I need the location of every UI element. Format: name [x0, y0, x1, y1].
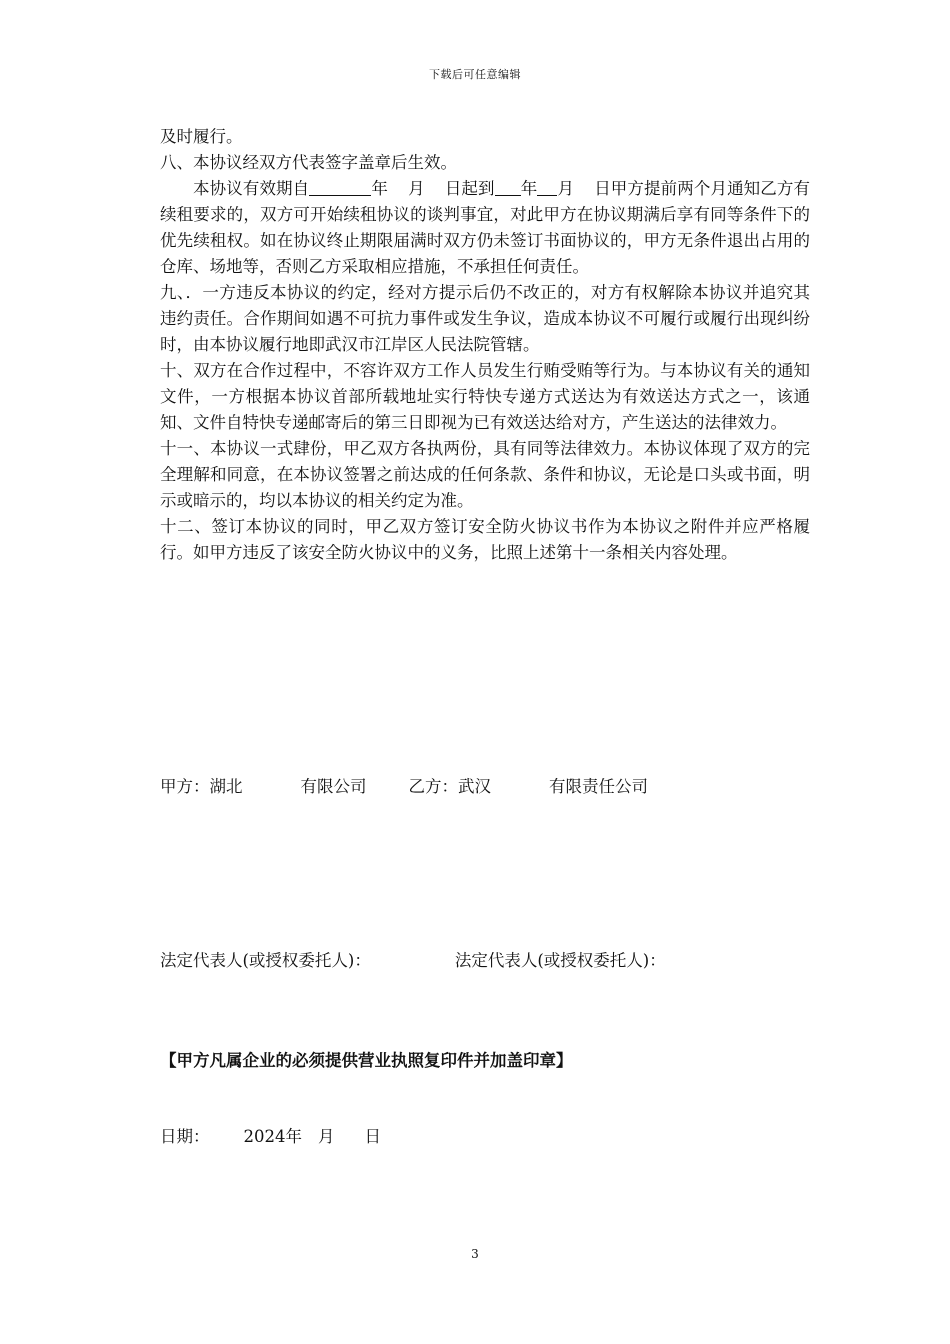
start-month-label: 月 [407, 179, 425, 198]
page-header: 下载后可任意编辑 [429, 68, 521, 81]
page-number: 3 [471, 1247, 479, 1261]
clause-8: 八、本协议经双方代表签字盖章后生效。 [160, 153, 457, 172]
rep-a-label: 法定代表人(或授权委托人)： [160, 951, 371, 970]
date-month: 月 [318, 1127, 335, 1146]
date-line [160, 1123, 381, 1147]
parties-line [160, 773, 648, 797]
validity-terms: 日甲方提前两个月通知乙方有续租要求的，双方可开始续租协议的谈判事宜，对此甲方在协议期满后享有同等条件下的优先续租权。如在协议终止期限届满时双方仍未签订书面协议的，甲方无条件退出占用的仓库、场地等，否则乙方采取相应措施，不承担任何责任。 [160, 179, 810, 276]
party-b-prefix: 乙方：武汉 [408, 777, 491, 796]
rep-b-label: 法定代表人(或授权委托人)： [454, 951, 666, 970]
end-month-blank [537, 177, 557, 196]
date-year: 2024年 [243, 1127, 302, 1146]
party-b-suffix: 有限责任公司 [549, 777, 648, 796]
signature-line [160, 947, 666, 971]
clause-continuation: 及时履行。 [160, 127, 243, 146]
date-day: 日 [364, 1127, 381, 1146]
validity-from-label: 本协议有效期自 [193, 179, 310, 198]
agreement-body [160, 124, 810, 566]
start-year-blank [309, 177, 371, 196]
clause-10: 十、双方在合作过程中，不容许双方工作人员发生行贿受贿等行为。与本协议有关的通知文件，一方根据本协议首部所载地址实行特快专递方式送达为有效送达方式之一，该通知、文件自特快专递邮寄后的第三日即视为已有效送达给对方，产生送达的法律效力。 [160, 361, 810, 432]
start-year-label: 年 [371, 179, 388, 198]
date-label: 日期： [160, 1127, 210, 1146]
clause-11: 十一、本协议一式肆份，甲乙双方各执两份，具有同等法律效力。本协议体现了双方的完全理解和同意，在本协议签署之前达成的任何条款、条件和协议，无论是口头或书面，明示或暗示的，均以本协议的相关约定为准。 [160, 439, 810, 510]
clause-validity-period [160, 176, 810, 280]
start-day-label: 日起到 [444, 179, 495, 198]
clause-9: 九、．一方违反本协议的约定，经对方提示后仍不改正的，对方有权解除本协议并追究其违约责任。合作期间如遇不可抗力事件或发生争议，造成本协议不可履行或履行出现纠纷时，由本协议履行地即武汉市江岸区人民法院管辖。 [160, 283, 810, 354]
end-year-blank [495, 177, 521, 196]
end-month-label: 月 [557, 179, 575, 198]
party-a-prefix: 甲方：湖北 [160, 777, 243, 796]
end-year-label: 年 [520, 179, 538, 198]
party-a-suffix: 有限公司 [300, 777, 367, 796]
clause-12: 十二、签订本协议的同时，甲乙双方签订安全防火协议书作为本协议之附件并应严格履行。如甲方违反了该安全防火协议中的义务，比照上述第十一条相关内容处理。 [160, 517, 810, 562]
business-license-notice: 【甲方凡属企业的必须提供营业执照复印件并加盖印章】 [160, 1051, 573, 1070]
